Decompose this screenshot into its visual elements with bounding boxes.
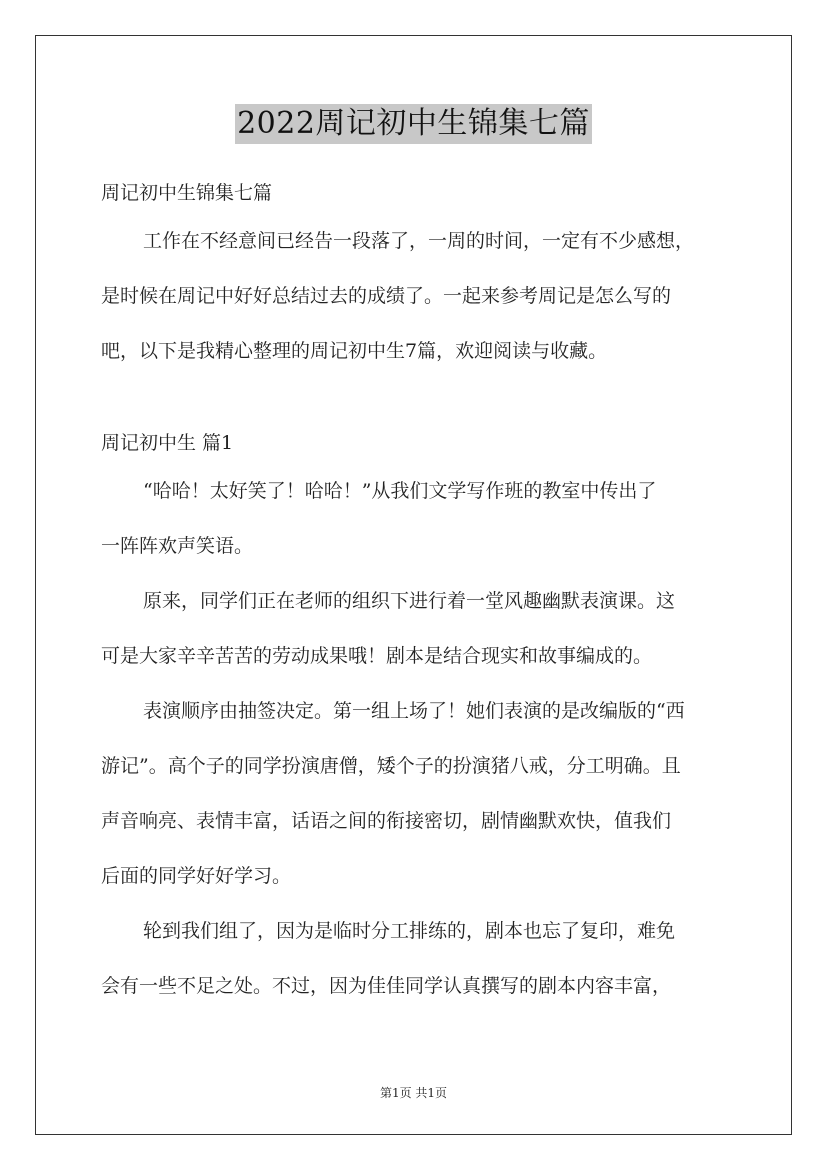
paragraph [101, 913, 731, 1005]
paragraph [101, 693, 731, 895]
page-number: 第1页 共1页 [379, 1086, 448, 1100]
intro-paragraph [101, 223, 731, 370]
text-line: 会有一些不足之处。不过，因为佳佳同学认真撰写的剧本内容丰富， [101, 975, 672, 997]
text-line: 原来，同学们正在老师的组织下进行着一堂风趣幽默表演课。这 [143, 590, 676, 612]
text-line: 吧，以下是我精心整理的周记初中生7篇，欢迎阅读与收藏。 [101, 340, 608, 362]
text-line: 游记”。高个子的同学扮演唐僧，矮个子的扮演猪八戒，分工明确。且 [101, 755, 681, 777]
paragraph [101, 583, 731, 675]
title-container [0, 104, 827, 144]
document-subtitle: 周记初中生锦集七篇 [101, 182, 273, 204]
section-heading: 周记初中生 篇1 [101, 432, 234, 454]
text-line: 一阵阵欢声笑语。 [101, 535, 254, 557]
text-line: 声音响亮、表情丰富，话语之间的衔接密切，剧情幽默欢快，值我们 [101, 810, 672, 832]
text-line: “哈哈！太好笑了！哈哈！”从我们文学写作班的教室中传出了 [143, 480, 657, 502]
document-body [101, 175, 731, 1005]
text-line: 后面的同学好好学习。 [101, 865, 292, 887]
document-title: 2022周记初中生锦集七篇 [235, 104, 592, 144]
paragraph [101, 473, 731, 565]
text-line: 工作在不经意间已经告一段落了，一周的时间，一定有不少感想， [143, 230, 695, 252]
text-line: 是时候在周记中好好总结过去的成绩了。一起来参考周记是怎么写的 [101, 285, 672, 307]
text-line: 表演顺序由抽签决定。第一组上场了！她们表演的是改编版的“西 [143, 700, 685, 722]
text-line: 轮到我们组了，因为是临时分工排练的，剧本也忘了复印，难免 [143, 920, 676, 942]
text-line: 可是大家辛辛苦苦的劳动成果哦！剧本是结合现实和故事编成的。 [101, 645, 653, 667]
